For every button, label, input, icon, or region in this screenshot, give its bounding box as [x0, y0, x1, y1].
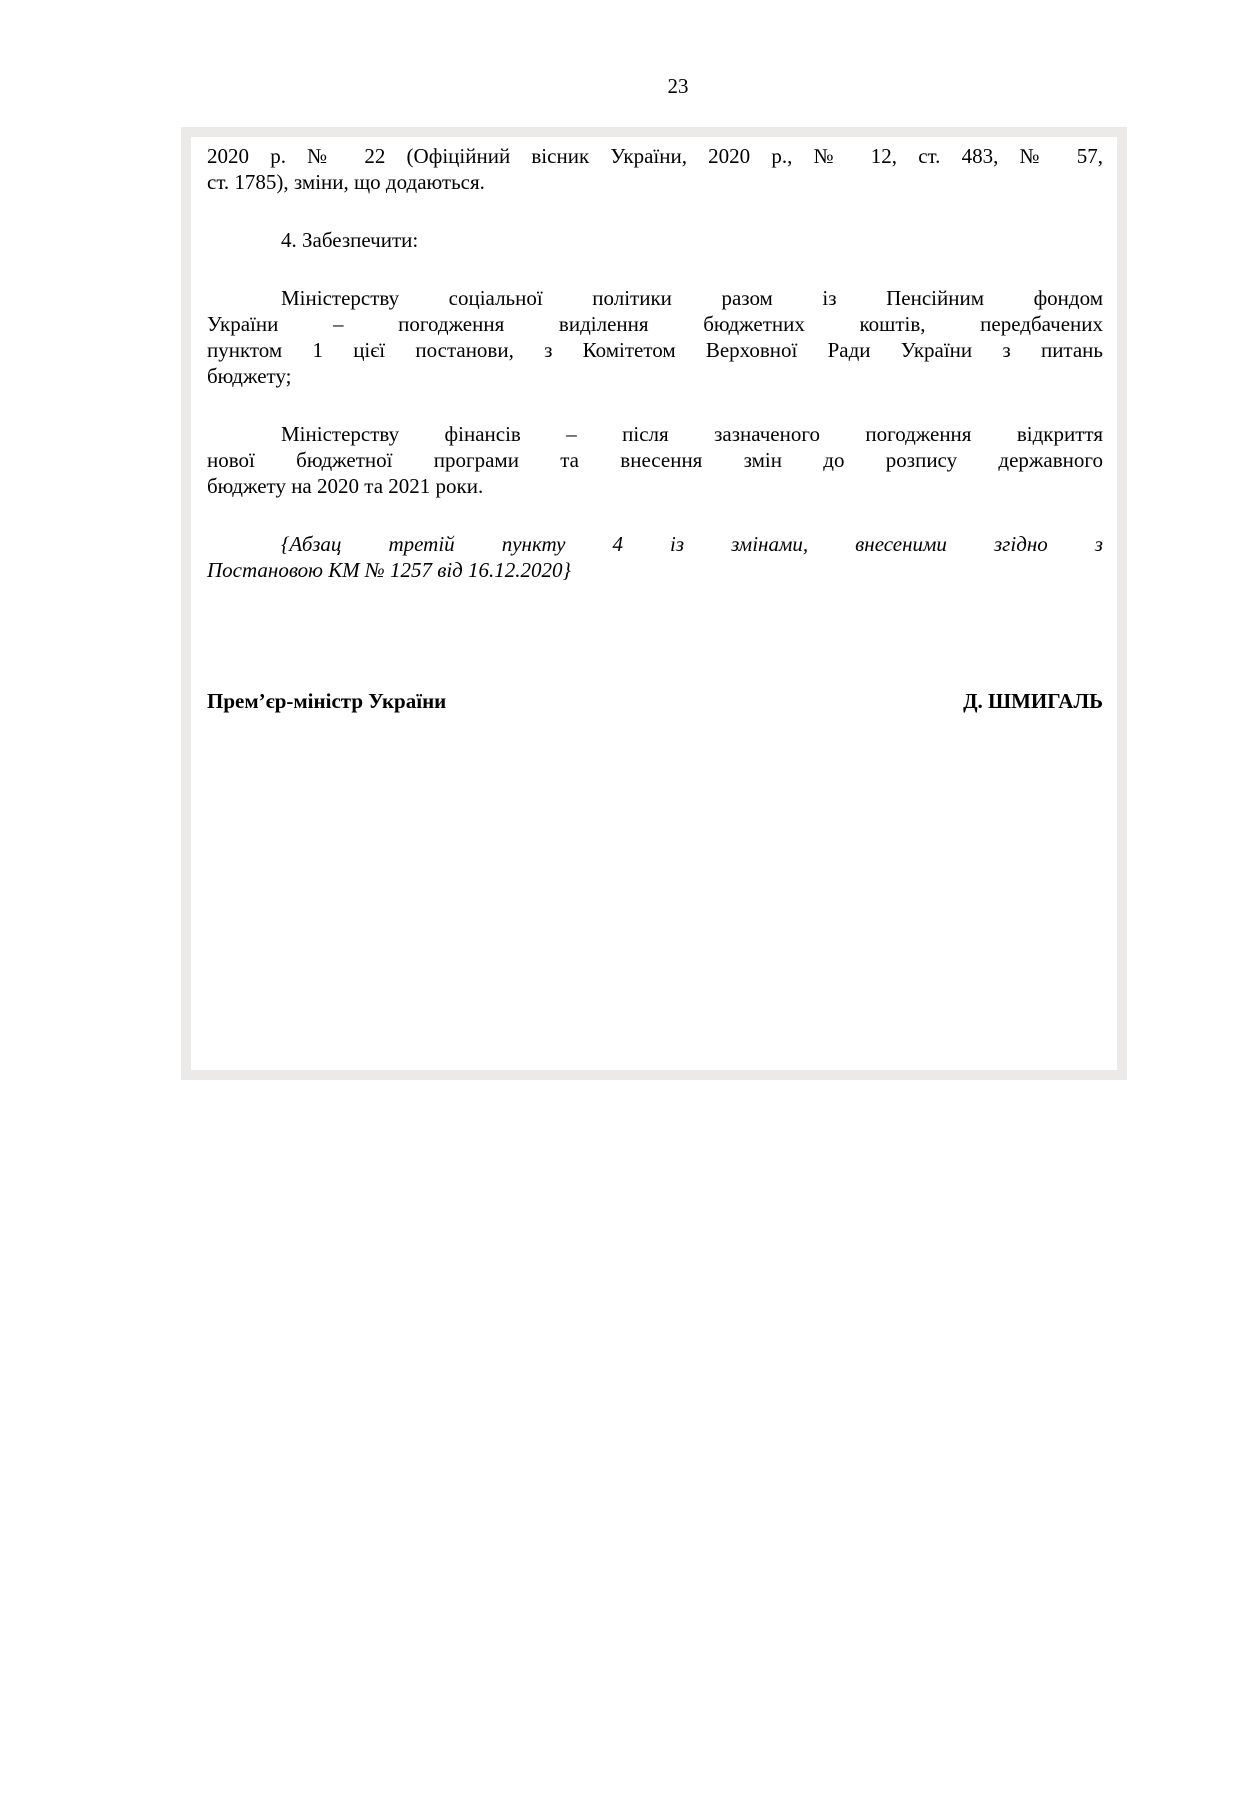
- paragraph: [207, 227, 1103, 253]
- content-frame: [181, 127, 1127, 1080]
- text-line: 2020 р. № 22 (Офіційний вісник України, 2020 р., № 12, ст. 483, № 57,: [207, 144, 1103, 168]
- paragraph: [207, 421, 1103, 499]
- text-line: Міністерству фінансів – після зазначеного погодження відкриття: [281, 422, 1103, 446]
- paragraph: [207, 285, 1103, 389]
- text-line: 4. Забезпечити:: [281, 228, 419, 252]
- paragraph: [207, 531, 1103, 583]
- paragraph: [207, 143, 1103, 195]
- text-line: пунктом 1 цієї постанови, з Комітетом Верховної Ради України з питань: [207, 338, 1103, 362]
- text-line: нової бюджетної програми та внесення змін до розпису державного: [207, 448, 1103, 472]
- text-line: {Абзац третій пункту 4 із змінами, внесеними згідно з: [281, 532, 1103, 556]
- signature-name: Д. ШМИГАЛЬ: [963, 689, 1103, 713]
- page-number-row: [181, 0, 1127, 99]
- text-line: України – погодження виділення бюджетних коштів, передбачених: [207, 312, 1103, 336]
- document-paragraphs: [207, 143, 1103, 583]
- text-line: ст. 1785), зміни, що додаються.: [207, 170, 485, 194]
- signature-title: Прем’єр-міністр України: [207, 689, 447, 713]
- text-line: бюджету на 2020 та 2021 роки.: [207, 474, 484, 498]
- text-line: бюджету;: [207, 364, 292, 388]
- text-line: Постановою КМ № 1257 від 16.12.2020}: [207, 558, 571, 582]
- page-number: 23: [667, 74, 689, 98]
- signature-row: [207, 688, 1103, 714]
- text-line: Міністерству соціальної політики разом із Пенсійним фондом: [281, 286, 1103, 310]
